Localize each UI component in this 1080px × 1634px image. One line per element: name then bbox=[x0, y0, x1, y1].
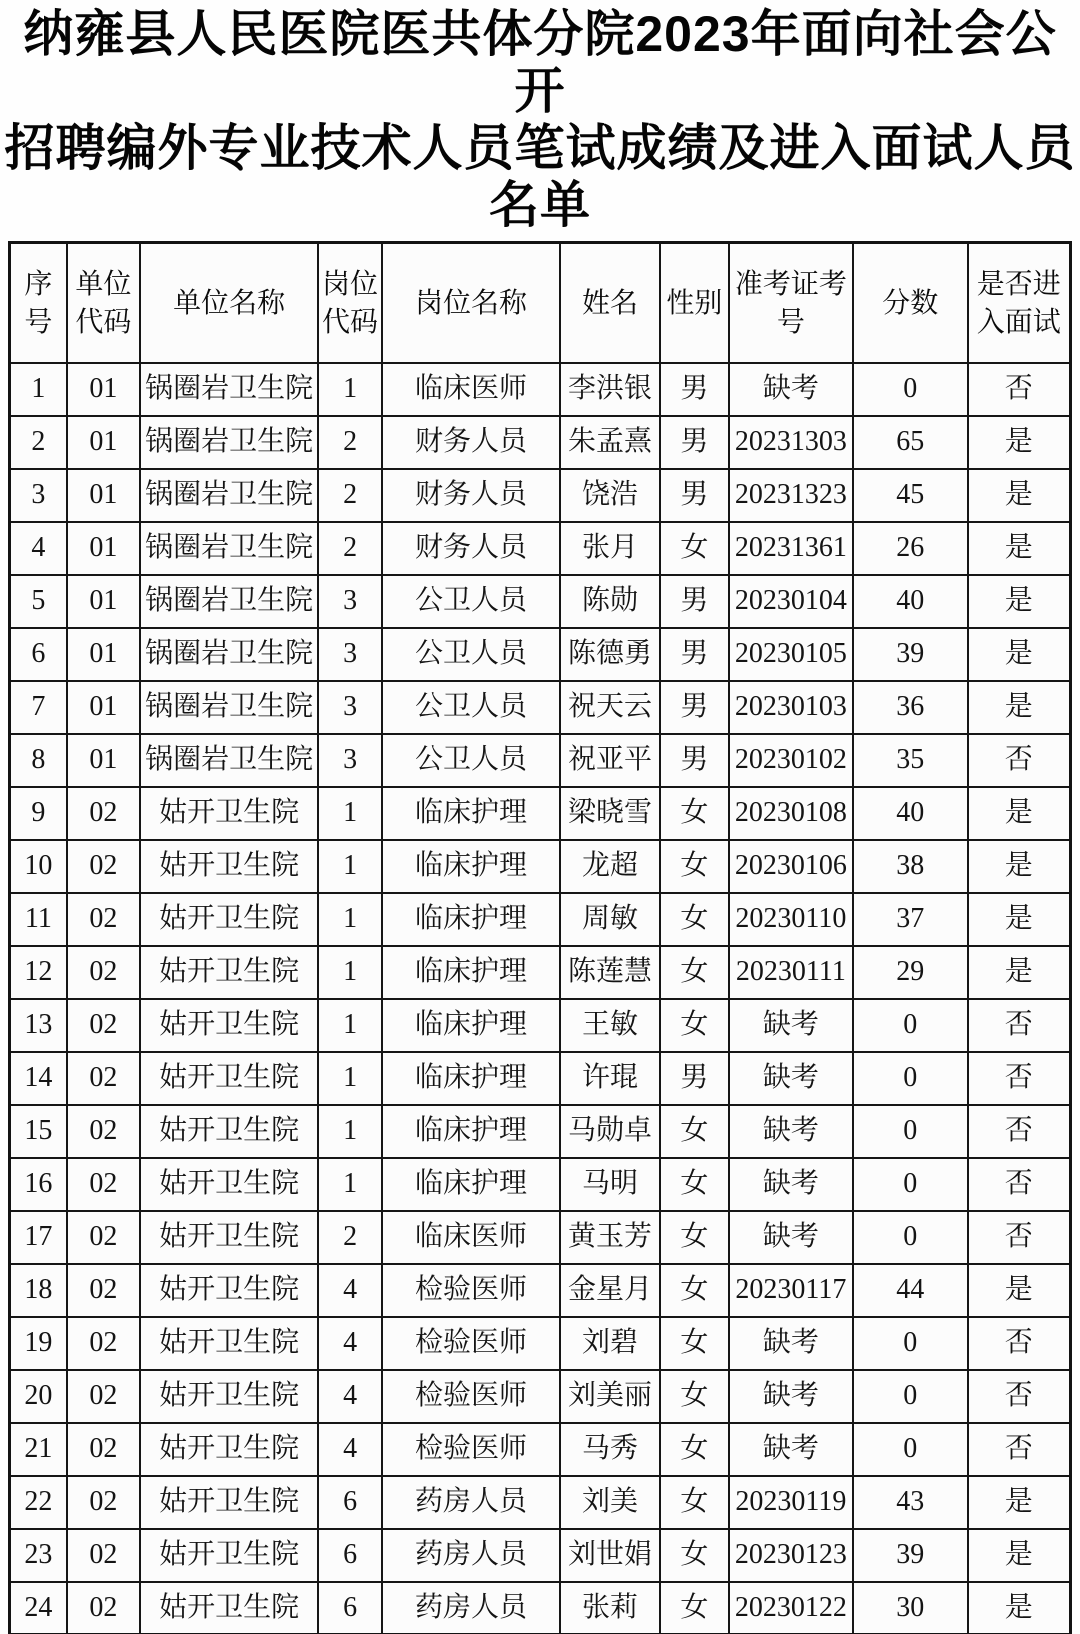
cell-post-code: 1 bbox=[318, 840, 382, 893]
cell-name: 刘美丽 bbox=[560, 1370, 660, 1423]
cell-unit-name: 姑开卫生院 bbox=[140, 1582, 318, 1634]
column-header-gender: 性别 bbox=[660, 243, 729, 363]
cell-unit-name: 锅圈岩卫生院 bbox=[140, 681, 318, 734]
cell-ticket-number: 20230123 bbox=[729, 1529, 853, 1582]
cell-ticket-number: 缺考 bbox=[729, 1423, 853, 1476]
table-row bbox=[10, 363, 1071, 416]
cell-name: 祝天云 bbox=[560, 681, 660, 734]
cell-ticket-number: 缺考 bbox=[729, 999, 853, 1052]
cell-post-name: 检验医师 bbox=[382, 1317, 560, 1370]
cell-unit-name: 锅圈岩卫生院 bbox=[140, 522, 318, 575]
column-header-unit-name: 单位名称 bbox=[140, 243, 318, 363]
cell-unit-code: 01 bbox=[67, 575, 140, 628]
cell-gender: 女 bbox=[660, 1423, 729, 1476]
cell-post-name: 临床护理 bbox=[382, 946, 560, 999]
cell-interview-flag: 否 bbox=[968, 1423, 1071, 1476]
cell-name: 马秀 bbox=[560, 1423, 660, 1476]
cell-unit-code: 02 bbox=[67, 1211, 140, 1264]
cell-index: 6 bbox=[10, 628, 67, 681]
cell-post-code: 4 bbox=[318, 1423, 382, 1476]
cell-score: 39 bbox=[853, 628, 968, 681]
cell-gender: 男 bbox=[660, 1052, 729, 1105]
cell-gender: 女 bbox=[660, 893, 729, 946]
cell-name: 李洪银 bbox=[560, 363, 660, 416]
table-row bbox=[10, 999, 1071, 1052]
cell-ticket-number: 20230108 bbox=[729, 787, 853, 840]
cell-ticket-number: 20231303 bbox=[729, 416, 853, 469]
cell-unit-name: 姑开卫生院 bbox=[140, 1211, 318, 1264]
cell-index: 22 bbox=[10, 1476, 67, 1529]
cell-index: 5 bbox=[10, 575, 67, 628]
cell-gender: 女 bbox=[660, 840, 729, 893]
cell-gender: 男 bbox=[660, 416, 729, 469]
table-row bbox=[10, 1264, 1071, 1317]
cell-score: 43 bbox=[853, 1476, 968, 1529]
cell-unit-code: 02 bbox=[67, 1582, 140, 1634]
cell-post-name: 临床护理 bbox=[382, 1158, 560, 1211]
cell-interview-flag: 是 bbox=[968, 1529, 1071, 1582]
cell-index: 11 bbox=[10, 893, 67, 946]
cell-unit-name: 姑开卫生院 bbox=[140, 1476, 318, 1529]
cell-index: 7 bbox=[10, 681, 67, 734]
cell-post-name: 临床护理 bbox=[382, 840, 560, 893]
cell-interview-flag: 否 bbox=[968, 1370, 1071, 1423]
cell-score: 0 bbox=[853, 1052, 968, 1105]
results-table bbox=[8, 241, 1072, 1634]
cell-interview-flag: 是 bbox=[968, 1476, 1071, 1529]
cell-name: 金星月 bbox=[560, 1264, 660, 1317]
cell-name: 陈莲慧 bbox=[560, 946, 660, 999]
cell-post-name: 检验医师 bbox=[382, 1423, 560, 1476]
cell-post-code: 6 bbox=[318, 1476, 382, 1529]
table-row bbox=[10, 1052, 1071, 1105]
cell-gender: 男 bbox=[660, 628, 729, 681]
cell-post-code: 4 bbox=[318, 1264, 382, 1317]
table-row bbox=[10, 416, 1071, 469]
cell-post-code: 3 bbox=[318, 628, 382, 681]
cell-ticket-number: 20230105 bbox=[729, 628, 853, 681]
cell-index: 17 bbox=[10, 1211, 67, 1264]
cell-unit-code: 02 bbox=[67, 999, 140, 1052]
cell-gender: 男 bbox=[660, 734, 729, 787]
table-row bbox=[10, 787, 1071, 840]
cell-post-name: 临床护理 bbox=[382, 1105, 560, 1158]
cell-unit-name: 姑开卫生院 bbox=[140, 999, 318, 1052]
cell-index: 2 bbox=[10, 416, 67, 469]
cell-post-name: 药房人员 bbox=[382, 1476, 560, 1529]
cell-score: 26 bbox=[853, 522, 968, 575]
cell-name: 王敏 bbox=[560, 999, 660, 1052]
cell-post-name: 检验医师 bbox=[382, 1264, 560, 1317]
cell-post-name: 公卫人员 bbox=[382, 628, 560, 681]
cell-unit-code: 01 bbox=[67, 416, 140, 469]
table-row bbox=[10, 1476, 1071, 1529]
cell-name: 周敏 bbox=[560, 893, 660, 946]
cell-post-code: 2 bbox=[318, 416, 382, 469]
cell-name: 张莉 bbox=[560, 1582, 660, 1634]
cell-name: 祝亚平 bbox=[560, 734, 660, 787]
cell-score: 0 bbox=[853, 1423, 968, 1476]
cell-name: 黄玉芳 bbox=[560, 1211, 660, 1264]
table-row bbox=[10, 1211, 1071, 1264]
cell-post-code: 4 bbox=[318, 1370, 382, 1423]
cell-unit-code: 02 bbox=[67, 1264, 140, 1317]
cell-interview-flag: 否 bbox=[968, 1052, 1071, 1105]
cell-interview-flag: 是 bbox=[968, 416, 1071, 469]
table-row bbox=[10, 1582, 1071, 1634]
cell-ticket-number: 缺考 bbox=[729, 1052, 853, 1105]
column-header-name: 姓名 bbox=[560, 243, 660, 363]
cell-interview-flag: 否 bbox=[968, 1211, 1071, 1264]
cell-gender: 女 bbox=[660, 787, 729, 840]
cell-index: 10 bbox=[10, 840, 67, 893]
cell-unit-name: 姑开卫生院 bbox=[140, 1264, 318, 1317]
cell-score: 37 bbox=[853, 893, 968, 946]
cell-post-code: 3 bbox=[318, 734, 382, 787]
cell-post-code: 1 bbox=[318, 1052, 382, 1105]
cell-name: 马勋卓 bbox=[560, 1105, 660, 1158]
table-row bbox=[10, 840, 1071, 893]
cell-interview-flag: 否 bbox=[968, 363, 1071, 416]
cell-gender: 男 bbox=[660, 575, 729, 628]
cell-interview-flag: 否 bbox=[968, 734, 1071, 787]
cell-name: 梁晓雪 bbox=[560, 787, 660, 840]
cell-name: 陈勋 bbox=[560, 575, 660, 628]
cell-ticket-number: 20230106 bbox=[729, 840, 853, 893]
cell-score: 0 bbox=[853, 1211, 968, 1264]
cell-index: 24 bbox=[10, 1582, 67, 1634]
cell-unit-name: 姑开卫生院 bbox=[140, 1158, 318, 1211]
cell-unit-name: 锅圈岩卫生院 bbox=[140, 734, 318, 787]
cell-unit-code: 02 bbox=[67, 893, 140, 946]
cell-post-code: 1 bbox=[318, 893, 382, 946]
cell-score: 39 bbox=[853, 1529, 968, 1582]
cell-post-code: 2 bbox=[318, 522, 382, 575]
cell-ticket-number: 缺考 bbox=[729, 1158, 853, 1211]
cell-index: 21 bbox=[10, 1423, 67, 1476]
cell-score: 45 bbox=[853, 469, 968, 522]
table-row bbox=[10, 1105, 1071, 1158]
table-row bbox=[10, 1370, 1071, 1423]
cell-ticket-number: 缺考 bbox=[729, 1370, 853, 1423]
cell-post-name: 临床护理 bbox=[382, 787, 560, 840]
cell-post-code: 3 bbox=[318, 575, 382, 628]
cell-interview-flag: 是 bbox=[968, 893, 1071, 946]
column-header-score: 分数 bbox=[853, 243, 968, 363]
table-row bbox=[10, 575, 1071, 628]
cell-score: 35 bbox=[853, 734, 968, 787]
cell-interview-flag: 是 bbox=[968, 522, 1071, 575]
cell-index: 14 bbox=[10, 1052, 67, 1105]
cell-post-name: 药房人员 bbox=[382, 1529, 560, 1582]
cell-index: 4 bbox=[10, 522, 67, 575]
cell-unit-name: 锅圈岩卫生院 bbox=[140, 469, 318, 522]
table-row bbox=[10, 893, 1071, 946]
cell-interview-flag: 否 bbox=[968, 1317, 1071, 1370]
table-row bbox=[10, 522, 1071, 575]
cell-ticket-number: 20230122 bbox=[729, 1582, 853, 1634]
page-title bbox=[0, 0, 1080, 234]
cell-unit-name: 锅圈岩卫生院 bbox=[140, 416, 318, 469]
cell-post-code: 1 bbox=[318, 999, 382, 1052]
cell-index: 9 bbox=[10, 787, 67, 840]
cell-unit-code: 02 bbox=[67, 1529, 140, 1582]
cell-interview-flag: 否 bbox=[968, 1105, 1071, 1158]
cell-name: 陈德勇 bbox=[560, 628, 660, 681]
cell-score: 65 bbox=[853, 416, 968, 469]
cell-post-code: 6 bbox=[318, 1582, 382, 1634]
cell-score: 0 bbox=[853, 1370, 968, 1423]
cell-gender: 女 bbox=[660, 1158, 729, 1211]
table-row bbox=[10, 1317, 1071, 1370]
cell-post-code: 1 bbox=[318, 363, 382, 416]
cell-index: 3 bbox=[10, 469, 67, 522]
cell-gender: 女 bbox=[660, 1476, 729, 1529]
cell-post-code: 2 bbox=[318, 469, 382, 522]
table-row bbox=[10, 628, 1071, 681]
cell-ticket-number: 20230119 bbox=[729, 1476, 853, 1529]
cell-interview-flag: 是 bbox=[968, 946, 1071, 999]
cell-score: 30 bbox=[853, 1582, 968, 1634]
cell-unit-code: 01 bbox=[67, 681, 140, 734]
cell-interview-flag: 否 bbox=[968, 1158, 1071, 1211]
table-row bbox=[10, 946, 1071, 999]
cell-post-code: 1 bbox=[318, 787, 382, 840]
cell-unit-name: 姑开卫生院 bbox=[140, 1052, 318, 1105]
cell-gender: 女 bbox=[660, 999, 729, 1052]
cell-ticket-number: 缺考 bbox=[729, 363, 853, 416]
cell-post-code: 6 bbox=[318, 1529, 382, 1582]
cell-gender: 女 bbox=[660, 1211, 729, 1264]
cell-post-name: 公卫人员 bbox=[382, 681, 560, 734]
cell-unit-name: 锅圈岩卫生院 bbox=[140, 363, 318, 416]
cell-index: 19 bbox=[10, 1317, 67, 1370]
cell-score: 36 bbox=[853, 681, 968, 734]
table-row bbox=[10, 469, 1071, 522]
cell-name: 刘碧 bbox=[560, 1317, 660, 1370]
cell-unit-code: 01 bbox=[67, 734, 140, 787]
cell-post-name: 临床护理 bbox=[382, 999, 560, 1052]
cell-index: 16 bbox=[10, 1158, 67, 1211]
cell-unit-code: 02 bbox=[67, 1423, 140, 1476]
cell-post-code: 3 bbox=[318, 681, 382, 734]
cell-post-name: 财务人员 bbox=[382, 469, 560, 522]
cell-score: 40 bbox=[853, 787, 968, 840]
cell-unit-name: 锅圈岩卫生院 bbox=[140, 575, 318, 628]
cell-unit-name: 姑开卫生院 bbox=[140, 1423, 318, 1476]
page-title-line-1: 纳雍县人民医院医共体分院2023年面向社会公开 bbox=[23, 6, 1057, 119]
cell-unit-code: 02 bbox=[67, 1158, 140, 1211]
cell-unit-name: 姑开卫生院 bbox=[140, 840, 318, 893]
cell-index: 18 bbox=[10, 1264, 67, 1317]
cell-interview-flag: 是 bbox=[968, 1582, 1071, 1634]
cell-unit-code: 02 bbox=[67, 946, 140, 999]
cell-unit-name: 姑开卫生院 bbox=[140, 893, 318, 946]
cell-ticket-number: 缺考 bbox=[729, 1105, 853, 1158]
cell-unit-name: 姑开卫生院 bbox=[140, 1370, 318, 1423]
cell-unit-code: 02 bbox=[67, 1370, 140, 1423]
cell-unit-name: 锅圈岩卫生院 bbox=[140, 628, 318, 681]
cell-name: 饶浩 bbox=[560, 469, 660, 522]
cell-unit-code: 01 bbox=[67, 628, 140, 681]
cell-name: 马明 bbox=[560, 1158, 660, 1211]
cell-ticket-number: 20231361 bbox=[729, 522, 853, 575]
cell-name: 刘美 bbox=[560, 1476, 660, 1529]
cell-index: 12 bbox=[10, 946, 67, 999]
cell-interview-flag: 否 bbox=[968, 999, 1071, 1052]
page-title-line-3: 名单 bbox=[489, 177, 591, 233]
cell-unit-name: 姑开卫生院 bbox=[140, 1529, 318, 1582]
column-header-unit-code: 单位代码 bbox=[67, 243, 140, 363]
cell-unit-name: 姑开卫生院 bbox=[140, 946, 318, 999]
cell-gender: 女 bbox=[660, 946, 729, 999]
cell-gender: 女 bbox=[660, 1529, 729, 1582]
cell-name: 刘世娟 bbox=[560, 1529, 660, 1582]
cell-post-name: 临床护理 bbox=[382, 1052, 560, 1105]
results-table-body bbox=[10, 363, 1071, 1634]
cell-ticket-number: 20230111 bbox=[729, 946, 853, 999]
cell-score: 0 bbox=[853, 1158, 968, 1211]
cell-score: 38 bbox=[853, 840, 968, 893]
cell-score: 0 bbox=[853, 363, 968, 416]
cell-index: 23 bbox=[10, 1529, 67, 1582]
cell-post-code: 2 bbox=[318, 1211, 382, 1264]
cell-post-name: 财务人员 bbox=[382, 522, 560, 575]
cell-interview-flag: 是 bbox=[968, 1264, 1071, 1317]
cell-unit-code: 01 bbox=[67, 522, 140, 575]
cell-interview-flag: 是 bbox=[968, 575, 1071, 628]
cell-ticket-number: 20230103 bbox=[729, 681, 853, 734]
cell-post-name: 财务人员 bbox=[382, 416, 560, 469]
cell-interview-flag: 是 bbox=[968, 681, 1071, 734]
cell-post-name: 临床医师 bbox=[382, 1211, 560, 1264]
cell-index: 13 bbox=[10, 999, 67, 1052]
cell-unit-code: 02 bbox=[67, 1476, 140, 1529]
cell-ticket-number: 缺考 bbox=[729, 1317, 853, 1370]
table-row bbox=[10, 681, 1071, 734]
cell-unit-code: 02 bbox=[67, 1317, 140, 1370]
cell-gender: 男 bbox=[660, 363, 729, 416]
cell-index: 1 bbox=[10, 363, 67, 416]
cell-post-name: 临床医师 bbox=[382, 363, 560, 416]
cell-name: 许琨 bbox=[560, 1052, 660, 1105]
column-header-post-code: 岗位代码 bbox=[318, 243, 382, 363]
cell-gender: 女 bbox=[660, 1264, 729, 1317]
cell-gender: 女 bbox=[660, 522, 729, 575]
cell-ticket-number: 20230104 bbox=[729, 575, 853, 628]
page-title-line-2: 招聘编外专业技术人员笔试成绩及进入面试人员 bbox=[4, 120, 1076, 176]
column-header-post-name: 岗位名称 bbox=[382, 243, 560, 363]
cell-ticket-number: 20231323 bbox=[729, 469, 853, 522]
cell-score: 44 bbox=[853, 1264, 968, 1317]
cell-post-name: 药房人员 bbox=[382, 1582, 560, 1634]
cell-post-code: 1 bbox=[318, 1158, 382, 1211]
column-header-interview-flag: 是否进入面试 bbox=[968, 243, 1071, 363]
cell-unit-name: 姑开卫生院 bbox=[140, 787, 318, 840]
cell-interview-flag: 是 bbox=[968, 469, 1071, 522]
cell-index: 20 bbox=[10, 1370, 67, 1423]
cell-ticket-number: 缺考 bbox=[729, 1211, 853, 1264]
cell-ticket-number: 20230102 bbox=[729, 734, 853, 787]
cell-unit-code: 02 bbox=[67, 1052, 140, 1105]
cell-ticket-number: 20230110 bbox=[729, 893, 853, 946]
table-row bbox=[10, 734, 1071, 787]
cell-unit-code: 01 bbox=[67, 469, 140, 522]
cell-post-name: 公卫人员 bbox=[382, 575, 560, 628]
table-row bbox=[10, 1423, 1071, 1476]
cell-post-code: 1 bbox=[318, 1105, 382, 1158]
cell-post-code: 4 bbox=[318, 1317, 382, 1370]
cell-gender: 男 bbox=[660, 469, 729, 522]
cell-post-name: 检验医师 bbox=[382, 1370, 560, 1423]
cell-interview-flag: 是 bbox=[968, 628, 1071, 681]
cell-index: 15 bbox=[10, 1105, 67, 1158]
table-row bbox=[10, 1158, 1071, 1211]
cell-gender: 女 bbox=[660, 1582, 729, 1634]
cell-unit-code: 02 bbox=[67, 840, 140, 893]
cell-post-code: 1 bbox=[318, 946, 382, 999]
cell-post-name: 临床护理 bbox=[382, 893, 560, 946]
cell-unit-code: 01 bbox=[67, 363, 140, 416]
cell-score: 40 bbox=[853, 575, 968, 628]
table-row bbox=[10, 1529, 1071, 1582]
column-header-ticket-number: 准考证考号 bbox=[729, 243, 853, 363]
cell-post-name: 公卫人员 bbox=[382, 734, 560, 787]
cell-score: 0 bbox=[853, 999, 968, 1052]
cell-interview-flag: 是 bbox=[968, 787, 1071, 840]
cell-gender: 女 bbox=[660, 1370, 729, 1423]
cell-name: 龙超 bbox=[560, 840, 660, 893]
cell-unit-code: 02 bbox=[67, 787, 140, 840]
column-header-index: 序号 bbox=[10, 243, 67, 363]
cell-name: 朱孟熹 bbox=[560, 416, 660, 469]
cell-ticket-number: 20230117 bbox=[729, 1264, 853, 1317]
cell-interview-flag: 是 bbox=[968, 840, 1071, 893]
cell-gender: 男 bbox=[660, 681, 729, 734]
cell-gender: 女 bbox=[660, 1105, 729, 1158]
results-table-header bbox=[10, 243, 1071, 363]
cell-score: 0 bbox=[853, 1317, 968, 1370]
header-row bbox=[10, 243, 1071, 363]
cell-score: 29 bbox=[853, 946, 968, 999]
cell-name: 张月 bbox=[560, 522, 660, 575]
cell-index: 8 bbox=[10, 734, 67, 787]
cell-unit-code: 02 bbox=[67, 1105, 140, 1158]
cell-gender: 女 bbox=[660, 1317, 729, 1370]
cell-score: 0 bbox=[853, 1105, 968, 1158]
cell-unit-name: 姑开卫生院 bbox=[140, 1105, 318, 1158]
cell-unit-name: 姑开卫生院 bbox=[140, 1317, 318, 1370]
